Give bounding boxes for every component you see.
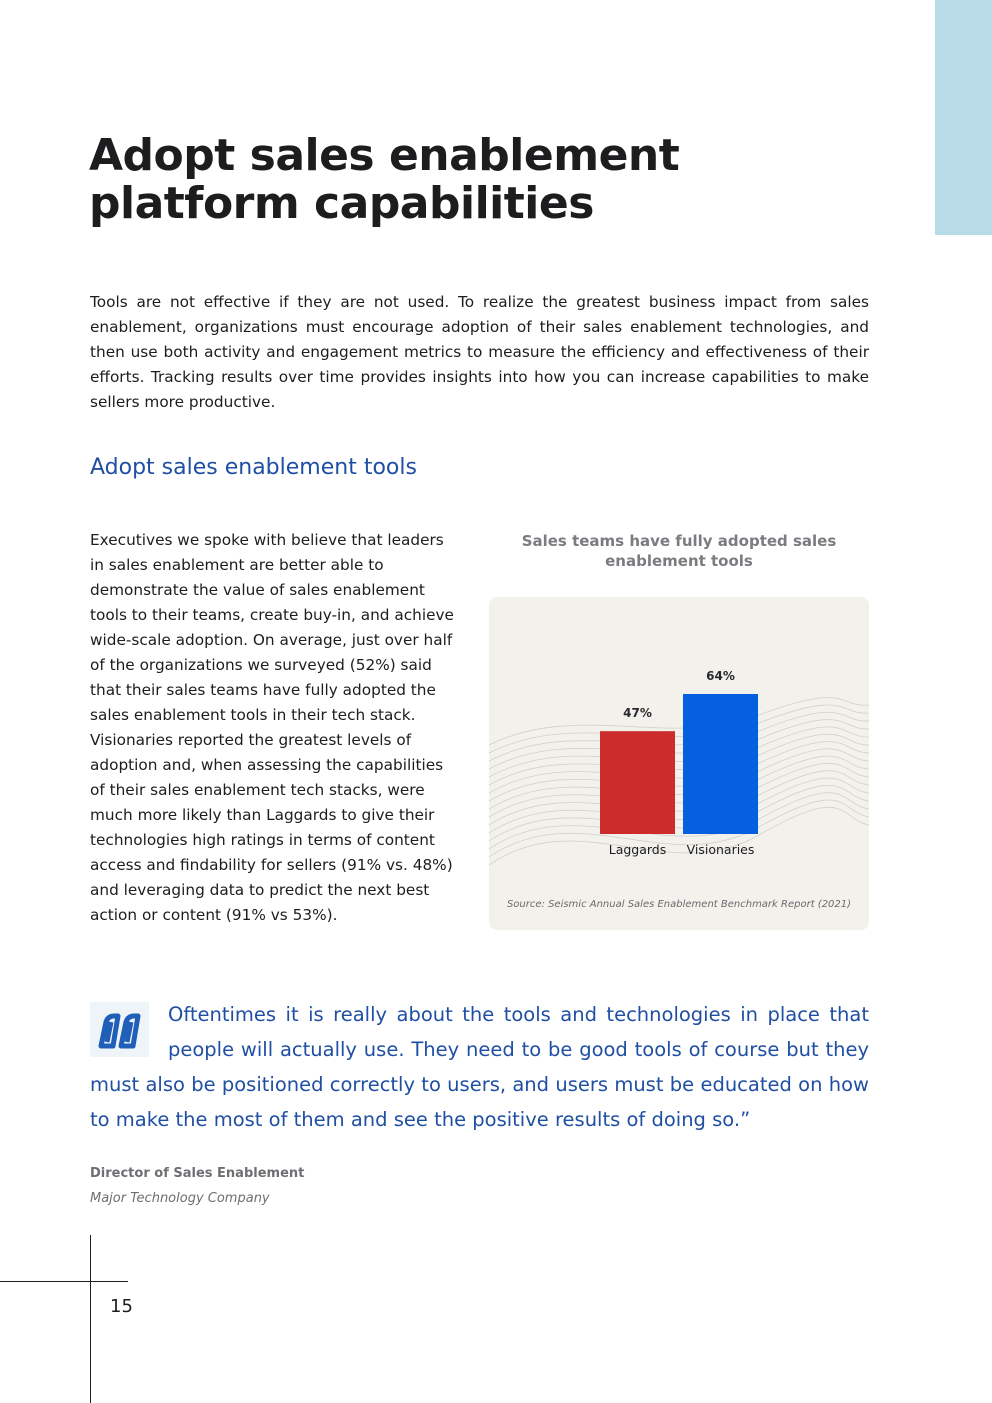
bar-visionaries [683,694,758,834]
category-label-laggards: Laggards [608,842,667,857]
wave-line [489,742,869,793]
wave-line [489,793,869,849]
body-paragraph: Executives we spoke with believe that leaders in sales enablement are better able to demonstrate the value of sales enablement tools to their teams, create buy-in, and achieve wide-scale adoption. On average, just over half of the organizations we surveyed (52%) said that their sales teams have fully adopted the sales enablement tools in their tech stack. Visionaries reported the greatest levels of adoption and, when assessing the capabilities of their sales enablement tech stacks, were much more likely than Laggards to give their technologies high ratings in terms of content access and findability for sellers (91% vs. 48%) and leveraging data to predict the next best action or content (91% vs 53%). [90,531,454,924]
pull-quote-text: Oftentimes it is really about the tools and technologies in place that people will actually use. They need to be good tools of course but they must also be positioned correctly to users, and users must be educated on how to make the most of them and see the positive results of doing so.” [90,1003,869,1131]
section-heading: Adopt sales enablement tools [90,455,417,480]
page-title: Adopt sales enablement platform capabilities [89,130,680,229]
quote-attribution-name: Director of Sales Enablement [90,1166,305,1181]
page-number: 15 [110,1296,133,1317]
value-label-visionaries: 64% [706,669,735,683]
crop-mark-vertical [90,1235,91,1403]
intro-paragraph: Tools are not effective if they are not used. To realize the greatest business impact from sales enablement, organizations must encourage adoption of their sales enablement technologies, and then use both activity and engagement metrics to measure the efficiency and effectiveness of their efforts. Tracking results over time provides insights into how you can increase capabilities to make sellers more productive. [90,293,869,411]
chart-source: Source: Seismic Annual Sales Enablement Benchmark Report (2021) [506,899,852,910]
wave-line [489,771,869,825]
accent-bar [935,0,992,235]
bars-layer [600,669,758,857]
wave-line [489,734,869,785]
value-label-laggards: 47% [623,706,652,721]
category-label-visionaries: Visionaries [686,842,755,857]
wave-line [489,749,869,801]
crop-mark-horizontal [0,1281,128,1282]
chart-title: Sales teams have fully adopted sales enablement tools [521,532,837,570]
bar-chart [489,597,869,930]
bar-laggards [600,731,675,834]
wave-line [489,800,869,857]
pull-quote [90,997,869,1137]
background-wave-pattern [489,698,869,865]
wave-line [489,785,869,841]
quote-attribution-company: Major Technology Company [90,1191,270,1206]
wave-line [489,756,869,809]
wave-line [489,763,869,817]
chart-panel [489,597,869,930]
